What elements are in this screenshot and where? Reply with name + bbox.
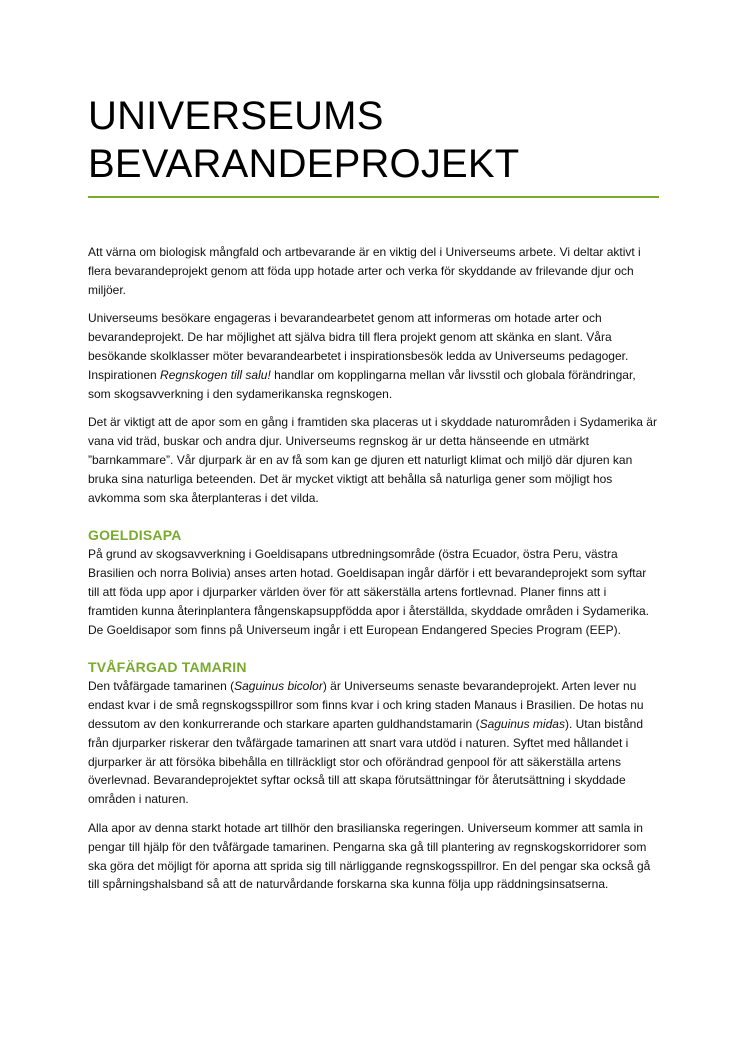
tamarin-paragraph-1 bbox=[88, 677, 658, 809]
goeldisapa-paragraph: På grund av skogsavverkning i Goeldisapans utbredningsområde (östra Ecuador, östra Peru, västra Brasilien och norra Bolivia) anses arten hotad. Goeldisapan ingår därför i ett bevarandeprojekt som syftar till att föda upp apor i djurparker världen över för att säkerställa artens fortlevnad. Planer finns att i framtiden kunna återinplantera fångenskapsuppfödda apor i återställda, skyddade områden i Sydamerika. De Goeldisapor som finns på Universeum ingår i ett European Endangered Species Program (EEP). bbox=[88, 547, 650, 637]
heading-goeldisapa: GOELDISAPA bbox=[88, 527, 182, 544]
intro-p2-italic: Regnskogen till salu! bbox=[160, 367, 271, 382]
title-line-2: BEVARANDEPROJEKT bbox=[88, 142, 520, 186]
title-line-1: UNIVERSEUMS bbox=[88, 94, 384, 138]
document-body bbox=[88, 243, 658, 894]
tamarin-p1-text-c: ). Utan bistånd från djurparker riskerar den tvåfärgade tamarinen att snart vara utdöd i naturen. Syftet med hållandet i djurparker är att försöka bibehålla en tillräckligt stor och oförändrad genpool för att säkerställa artens överlevnad. Bevarandeprojektet syftar också till att skapa förutsättningar för återutsättning i skyddade områden i naturen. bbox=[88, 716, 643, 807]
intro-paragraph-2 bbox=[88, 309, 658, 403]
intro-paragraph-1: Att värna om biologisk mångfald och artbevarande är en viktig del i Universeums arbete. Vi deltar aktivt i flera bevarandeprojekt genom att föda upp hotade arter och verka för skyddande av frilevande djur och miljöer. bbox=[88, 245, 641, 297]
tamarin-p1-italic-1: Saguinus bicolor bbox=[234, 679, 323, 694]
tamarin-paragraph-2: Alla apor av denna starkt hotade art tillhör den brasilianska regeringen. Universeum kommer att samla in pengar till hjälp för den tvåfärgade tamarinen. Pengarna ska gå till plantering av regnskogskorridorer som ska göra det möjligt för aporna att sprida sig till närliggande regnskogsspillror. En del pengar ska också gå till spårningshalsband så att de naturvårdande forskarna ska kunna följa upp räddningsinsatserna. bbox=[88, 820, 651, 892]
document-title bbox=[88, 92, 658, 188]
intro-p2-text-a: Universeums besökare engageras i bevarandearbetet genom att informeras om hotade arter och bevarandeprojekt. De har möjlighet att själva bidra till flera projekt genom att skänka en slant. Våra besökande skolklasser möter bevarandearbetet i inspirationsbesök ledda av Universeums pedagoger. Inspirationen bbox=[88, 311, 629, 382]
tamarin-p1-italic-2: Saguinus midas bbox=[479, 716, 565, 731]
title-divider bbox=[88, 196, 659, 198]
intro-paragraph-3: Det är viktigt att de apor som en gång i framtiden ska placeras ut i skyddade naturområden i Sydamerika är vana vid träd, buskar och andra djur. Universeums regnskog är ur detta hänseende en utmärkt ”barnkammare”. Vår djurpark är en av få som kan ge djuren ett naturligt klimat och miljö där djuren kan bruka sina naturliga beteenden. Det är mycket viktigt att behålla så naturliga gener som möjligt hos avkomma som ska återplanteras i det vilda. bbox=[88, 415, 657, 505]
heading-tvafargad-tamarin: TVÅFÄRGAD TAMARIN bbox=[88, 659, 247, 676]
tamarin-p1-text-b: ) är Universeums senaste bevarandeprojekt. Arten lever nu endast kvar i de små regnskogsspillror som finns kvar i och kring staden Manaus i Brasilien. De hotas nu dessutom av den konkurrerande och starkare aparten guldhandstamarin ( bbox=[88, 679, 644, 731]
tamarin-p1-text-a: Den tvåfärgade tamarinen ( bbox=[88, 679, 235, 694]
intro-p2-text-b: handlar om kopplingarna mellan vår livsstil och globala förändringar, som skogsavverkning i den sydamerikanska regnskogen. bbox=[88, 367, 636, 401]
document-page bbox=[88, 92, 658, 904]
